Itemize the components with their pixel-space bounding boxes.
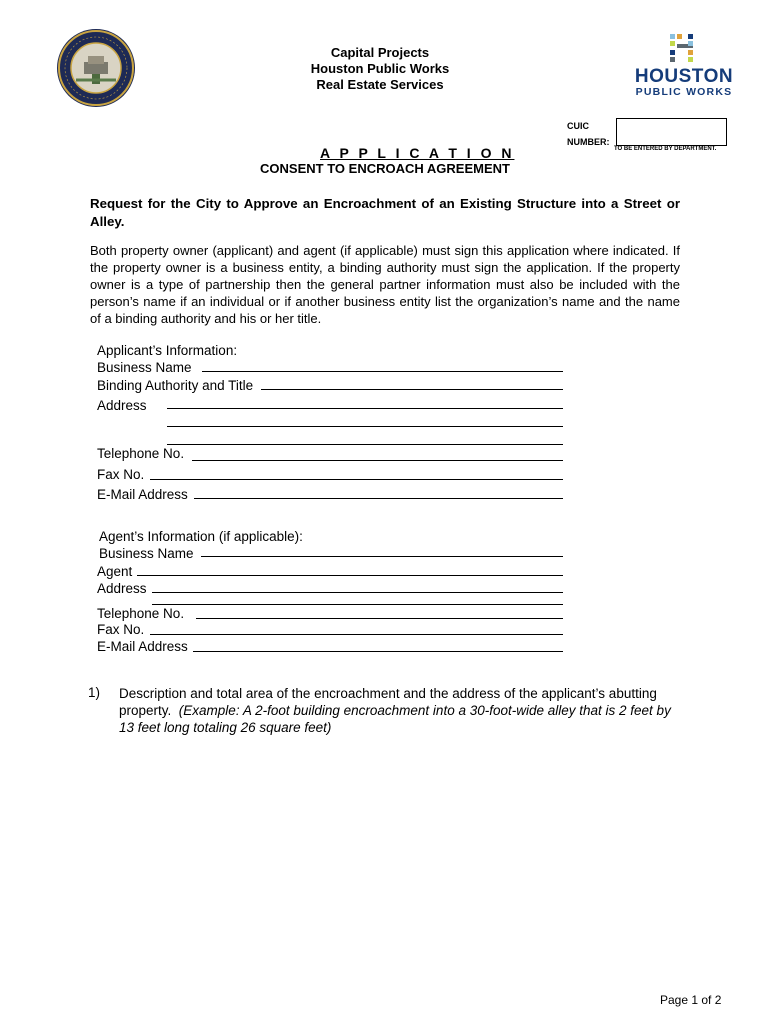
agent-telephone-label: Telephone No. xyxy=(97,606,185,621)
agent-address-label: Address xyxy=(97,581,147,596)
agent-business-name-field[interactable] xyxy=(201,556,563,557)
applicant-fax-label: Fax No. xyxy=(97,467,145,482)
item-1-number: 1) xyxy=(88,685,101,700)
houston-public-works-logo xyxy=(630,32,738,100)
applicant-address-label: Address xyxy=(97,398,147,413)
applicant-telephone-field[interactable] xyxy=(192,460,563,461)
department-header xyxy=(280,45,480,93)
department-line-2: Houston Public Works xyxy=(310,61,450,76)
applicant-binding-authority-field[interactable] xyxy=(261,389,563,390)
cuic-label-line-1: CUIC xyxy=(567,121,589,131)
applicant-heading: Applicant’s Information: xyxy=(97,343,238,358)
cuic-number-field[interactable] xyxy=(616,118,727,146)
agent-business-name-label: Business Name xyxy=(99,546,194,561)
agent-fax-field[interactable] xyxy=(150,634,563,635)
agent-name-field[interactable] xyxy=(137,575,563,576)
item-1-text xyxy=(119,685,682,736)
request-heading: Request for the City to Approve an Encroachment of an Existing Structure into a Street or Alley. xyxy=(90,196,680,229)
agent-email-field[interactable] xyxy=(193,651,563,652)
item-1-example: (Example: A 2-foot building encroachment into a 30-foot-wide alley that is 2 feet by 13 feet long totaling 26 square feet) xyxy=(119,703,671,735)
applicant-address-field-2[interactable] xyxy=(167,426,563,427)
department-line-3: Real Estate Services xyxy=(316,77,444,92)
applicant-email-field[interactable] xyxy=(194,498,563,499)
applicant-binding-authority-label: Binding Authority and Title xyxy=(97,378,254,393)
item-1-description: Description and total area of the encroachment and the address of the applicant’s abutting property. xyxy=(119,686,657,718)
agent-address-field-1[interactable] xyxy=(152,592,563,593)
agent-telephone-field[interactable] xyxy=(196,618,563,619)
application-title: A P P L I C A T I O N xyxy=(320,145,515,161)
page-number: Page 1 of 2 xyxy=(660,993,722,1007)
logo-subtitle: PUBLIC WORKS xyxy=(635,86,733,98)
department-line-1: Capital Projects xyxy=(330,45,430,60)
applicant-email-label: E-Mail Address xyxy=(97,487,188,502)
city-seal xyxy=(56,28,136,108)
cuic-label xyxy=(567,118,610,150)
agent-fax-label: Fax No. xyxy=(97,622,145,637)
agent-address-field-2[interactable] xyxy=(152,604,563,605)
cuic-label-line-2: NUMBER: xyxy=(567,137,610,147)
intro-paragraph: Both property owner (applicant) and agent (if applicable) must sign this application where indicated. If the property owner is a business entity, a binding authority must sign the application. If the property owner is a type of partnership then the general partner information must also be included with the person’s name if an individual or if another business entity list the organization’s name and the name of a binding authority and his or her title. xyxy=(90,243,680,326)
applicant-fax-field[interactable] xyxy=(150,479,563,480)
applicant-address-field-1[interactable] xyxy=(167,408,563,409)
logo-name: HOUSTON xyxy=(634,66,734,87)
cuic-note: TO BE ENTERED BY DEPARTMENT. xyxy=(614,146,717,152)
applicant-business-name-field[interactable] xyxy=(202,371,563,372)
applicant-business-name-label: Business Name xyxy=(97,360,192,375)
agent-name-label: Agent xyxy=(97,564,133,579)
agent-email-label: E-Mail Address xyxy=(97,639,188,654)
agreement-title: CONSENT TO ENCROACH AGREEMENT xyxy=(260,161,510,176)
applicant-telephone-label: Telephone No. xyxy=(97,446,185,461)
agent-heading: Agent’s Information (if applicable): xyxy=(99,529,303,544)
h-mark-icon xyxy=(630,32,738,66)
applicant-address-field-3[interactable] xyxy=(167,444,563,445)
